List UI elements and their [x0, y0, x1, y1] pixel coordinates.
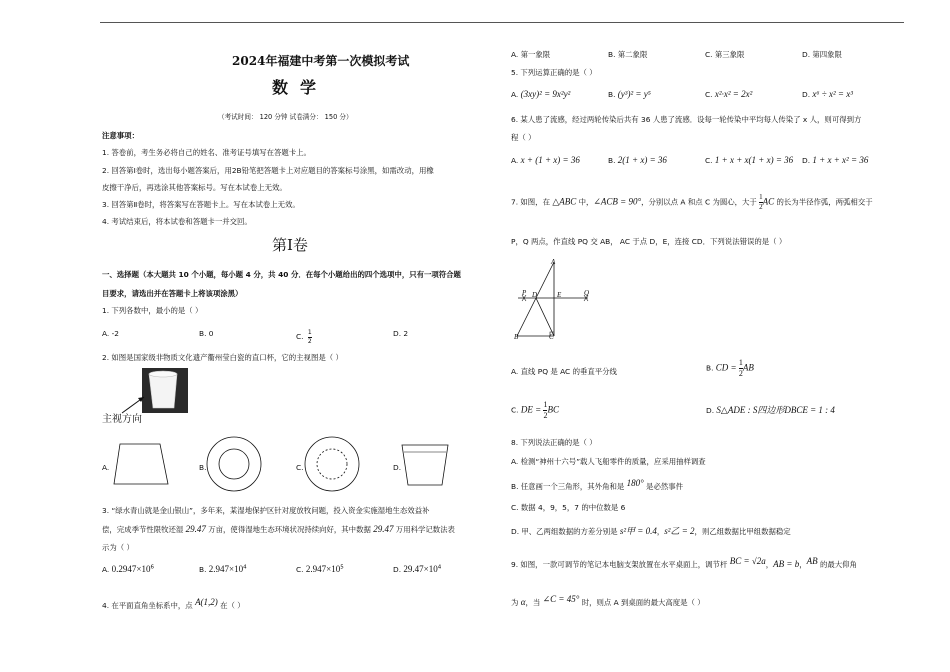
note-item: 1. 答卷前，考生务必将自己的姓名、准考证号填写在答题卡上。: [102, 148, 311, 157]
fig-label-p: P: [522, 289, 527, 297]
q8-option-c: C. 数据 4，9，5，7 的中位数是 6: [511, 503, 626, 512]
exam-info: （考试时间： 120 分钟 试卷满分： 150 分）: [218, 113, 353, 121]
q5-stem: 5. 下列运算正确的是（ ）: [511, 68, 597, 77]
q3-line: 3. “绿水青山就是金山银山”，多年来，某湿地保护区针对度放牧问题，投入资金实施湿地生态效益补: [102, 506, 430, 515]
q5-option-a: A. (3xy)² = 9x²y²: [511, 89, 571, 99]
q2-option-b-label: B.: [199, 463, 207, 472]
q6-line: 6. 某人患了流感，经过两轮传染后共有 36 人患了流感．设每一轮传染中平均每人传染了 x 人，则可得到方: [511, 115, 862, 124]
q3-option-d: D. $29.47\times 10^4$: [393, 564, 442, 574]
q1-stem: 1. 下列各数中，最小的是（ ）: [102, 306, 203, 315]
exam-title: 2024年福建中考第一次模拟考试: [232, 54, 410, 68]
q2-option-d-figure[interactable]: [400, 443, 452, 487]
q2-option-c-label: C.: [296, 463, 304, 472]
q1-option-a: A. -2: [102, 329, 119, 338]
q2-option-b-figure[interactable]: [206, 436, 262, 492]
q8-option-d: D. 甲、乙两组数据的方差分别是 s²甲 = 0.4，s²乙 = 2，则乙组数据比甲组数据稳定: [511, 526, 791, 536]
q6-option-a: A. x + (1 + x) = 36: [511, 155, 580, 165]
fig-label-b: B: [514, 333, 519, 341]
q3-line: 示为（ ）: [102, 543, 134, 552]
q2-option-a-label: A.: [102, 463, 110, 472]
notes-heading: 注意事项：: [102, 131, 139, 140]
note-item: 3. 回答第Ⅱ卷时，将答案写在答题卡上。写在本试卷上无效。: [102, 200, 300, 209]
q4-option-a: A. 第一象限: [511, 50, 551, 59]
fig-label-d: D: [532, 291, 538, 299]
q4-stem: 4. 在平面直角坐标系中，点 A(1,2) 在（ ）: [102, 597, 245, 610]
q4-option-c: C. 第三象限: [705, 50, 745, 59]
view-direction-label: 主视方向: [102, 414, 142, 425]
q1-option-c: C. $\frac{1}{2}$: [296, 329, 312, 345]
section-intro: 一、选择题（本大题共 10 个小题，每小题 4 分，共 40 分．在每个小题给出的四个选项中，只有一项符合题: [102, 270, 461, 279]
q5-option-b: B. (y³)² = y⁵: [608, 89, 651, 99]
q6-line: 程（ ）: [511, 133, 536, 142]
q5-option-c: C. x²·x² = 2x²: [705, 89, 753, 99]
q3-option-a: A. $0.2947\times 10^6$: [102, 564, 154, 574]
q3-option-c: C. $2.947\times 10^5$: [296, 564, 344, 574]
q4-option-b: B. 第二象限: [608, 50, 648, 59]
fig-label-q: Q: [584, 289, 590, 297]
fig-label-c: C: [549, 333, 554, 341]
q7-option-b: B. CD = $\frac{1}{2}$ AB: [706, 358, 754, 378]
q6-option-c: C. 1 + x + x(1 + x) = 36: [705, 155, 794, 165]
q2-option-c-figure[interactable]: [304, 436, 360, 492]
fig-label-e: E: [557, 291, 562, 299]
q7-option-c: C. DE = $\frac{1}{2}$ BC: [511, 400, 559, 420]
q7-option-a: A. 直线 PQ 是 AC 的垂直平分线: [511, 367, 617, 376]
q7-option-d: D. S△ADE : S四边形DBCE = 1 : 4: [706, 405, 835, 415]
note-item: 2. 回答第Ⅰ卷时，选出每小题答案后，用2B铅笔把答题卡上对应题目的答案标号涂黑，如需改动，用橡: [102, 166, 434, 175]
q6-option-d: D. 1 + x + x² = 36: [802, 155, 869, 165]
subject-title: 数学: [272, 78, 329, 97]
q9-line: 9. 如图，一款可调节的笔记本电脑支架放置在水平桌面上，调节杆 BC = √2a，AB = b，AB 的最大仰角: [511, 556, 857, 569]
q8-option-a: A. 检测“神州十六号”载人飞船零件的质量，应采用抽样调查: [511, 457, 706, 466]
q7-line: P，Q 两点，作直线 PQ 交 AB， AC 于点 D，E，连接 CD．下列说法错误的是（ ）: [511, 237, 787, 246]
q8-option-b: B. 任意画一个三角形，其外角和是 180° 是必然事件: [511, 478, 684, 491]
section-intro: 目要求，请选出并在答题卡上将该项涂黑）: [102, 289, 243, 298]
q3-line: 偿，完成季节性限牧还湿 29.47 万亩，使得湿地生态环境状况持续向好，其中数据 29.47 万用科学记数法表: [102, 524, 455, 534]
q4-option-d: D. 第四象限: [802, 50, 842, 59]
q9-line: 为 α，当 ∠C = 45° 时，则点 A 到桌面的最大高度是（ ）: [511, 594, 705, 607]
q2-option-a-figure[interactable]: [112, 442, 174, 488]
q7-line: 7. 如图，在 △ABC 中，∠ACB = 90°，分别以点 A 和点 C 为圆心，大于 $\frac{1}{2}$ AC 的长为半径作弧，两弧相交于: [511, 193, 873, 211]
view-direction-arrow: [120, 391, 150, 415]
note-item: 4. 考试结束后，将本试卷和答题卡一并交回。: [102, 217, 252, 226]
note-item: 皮擦干净后，再选涂其他答案标号。写在本试卷上无效。: [102, 183, 287, 192]
q6-option-b: B. 2(1 + x) = 36: [608, 155, 667, 165]
section-title: 第Ⅰ卷: [272, 236, 308, 254]
q7-triangle-figure: [512, 258, 604, 346]
q1-option-b: B. 0: [199, 329, 214, 338]
fig-label-a: A: [551, 258, 556, 266]
q1-option-d: D. 2: [393, 329, 409, 338]
q8-stem: 8. 下列说法正确的是（ ）: [511, 438, 597, 447]
q5-option-d: D. x⁶ ÷ x² = x³: [802, 89, 853, 99]
top-rule: [100, 22, 904, 23]
q3-option-b: B. $2.947\times 10^4$: [199, 564, 247, 574]
q2-option-d-label: D.: [393, 463, 402, 472]
q2-stem: 2. 如图是国家级非物质文化遗产衢州莹白瓷的直口杯，它的主视图是（ ）: [102, 353, 343, 362]
